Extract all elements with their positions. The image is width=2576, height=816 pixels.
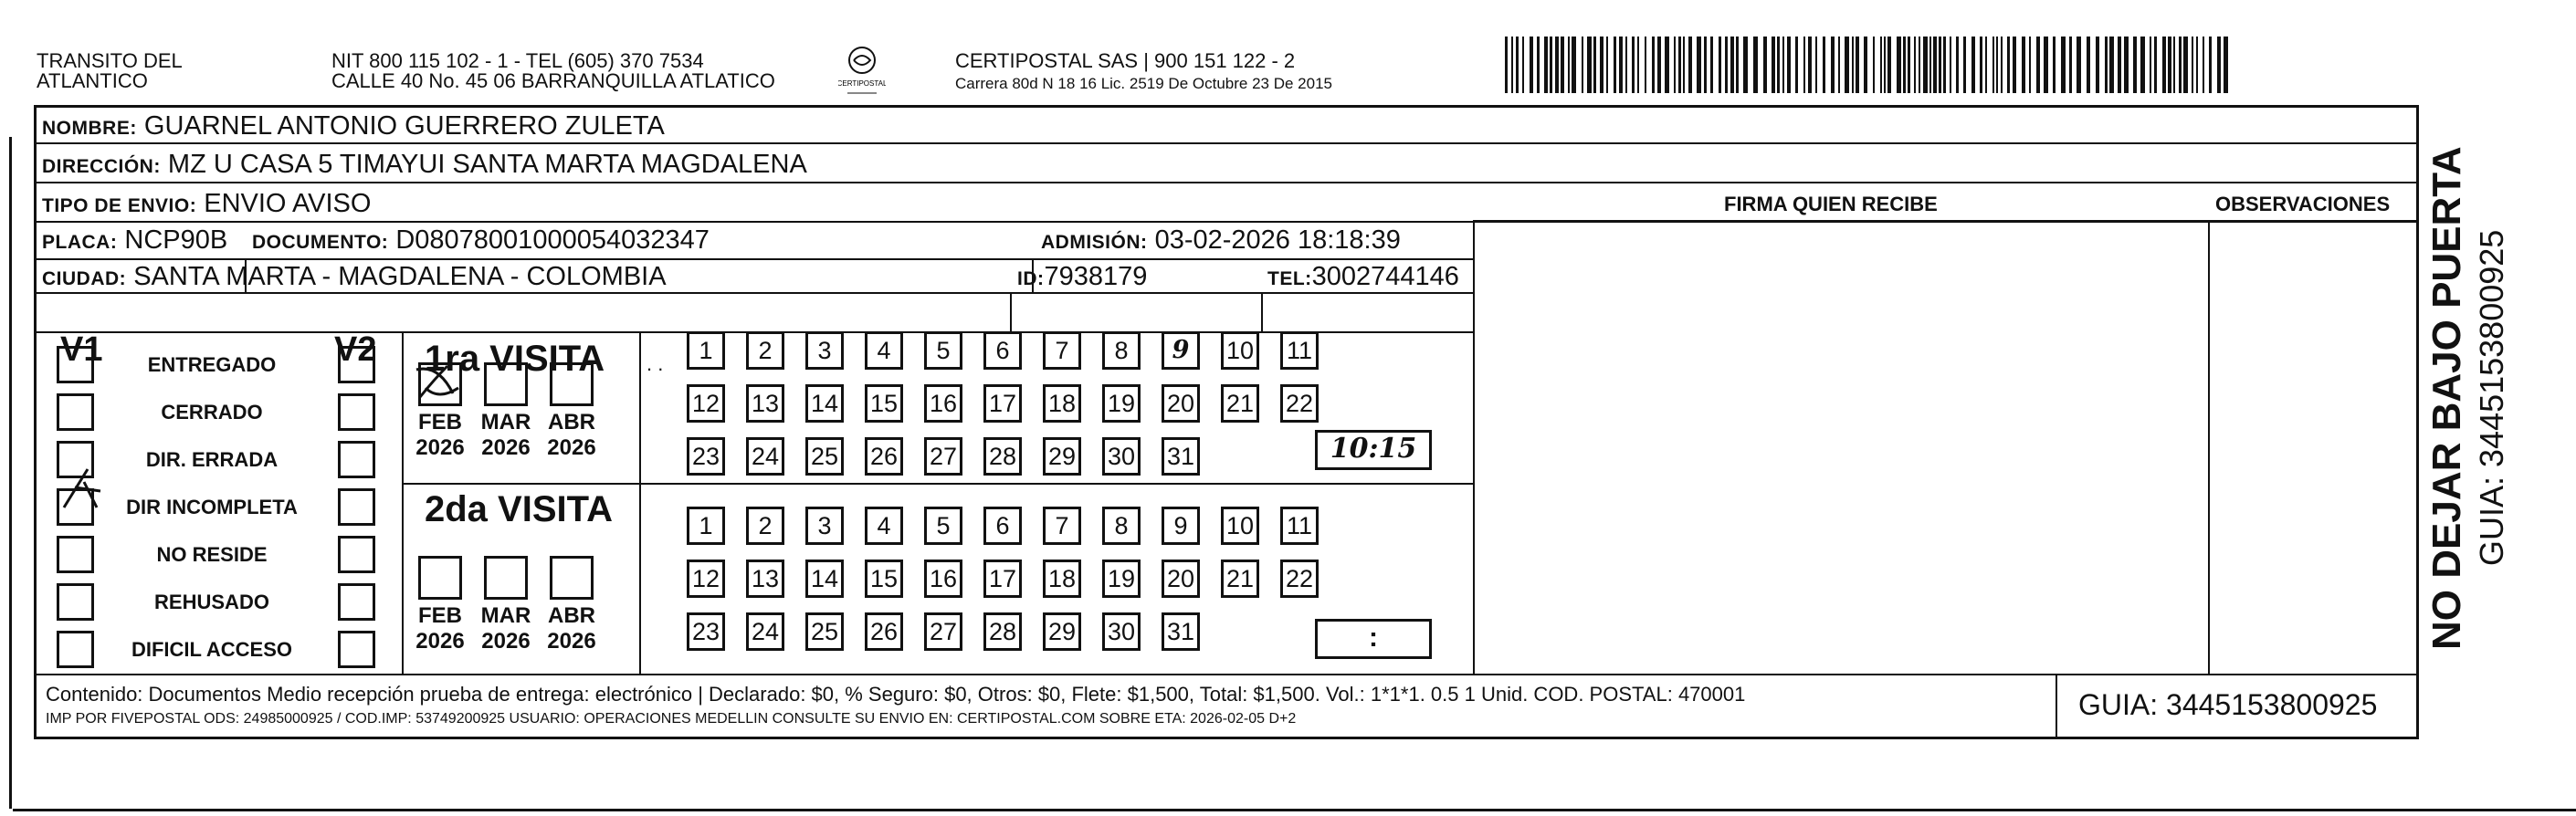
barcode — [1505, 37, 2232, 93]
barcode-bar — [1544, 37, 1548, 93]
year-label: 2026 — [415, 435, 465, 460]
barcode-bar — [1561, 37, 1564, 93]
direccion-label: DIRECCIÓN: — [42, 156, 161, 177]
day-box[interactable]: 27 — [924, 612, 962, 651]
day-box[interactable]: 15 — [865, 560, 903, 598]
v1-checkbox[interactable] — [57, 583, 94, 621]
tel-cell — [1267, 262, 1459, 294]
barcode-bar — [2096, 37, 2099, 93]
barcode-bar — [1582, 37, 1583, 93]
divider — [37, 258, 1473, 260]
day-box[interactable]: 11 — [1280, 331, 1319, 370]
barcode-bar — [1665, 37, 1669, 93]
month-label: ABR — [548, 410, 595, 434]
v1-checkbox[interactable] — [57, 536, 94, 573]
ciudad-label: CIUDAD: — [42, 268, 127, 289]
barcode-bar — [1555, 37, 1559, 93]
barcode-bar — [1992, 37, 1994, 93]
barcode-bar — [1688, 37, 1692, 93]
day-box[interactable]: 3 — [805, 507, 844, 545]
day-box[interactable]: 11 — [1280, 507, 1319, 545]
documento-label: DOCUMENTO: — [252, 232, 389, 253]
day-box[interactable]: 23 — [687, 437, 725, 476]
day-box[interactable]: 31 — [1162, 437, 1200, 476]
barcode-bar — [2069, 37, 2072, 93]
barcode-bar — [2150, 37, 2151, 93]
v2-checkbox[interactable] — [338, 583, 375, 621]
barcode-bar — [1516, 37, 1519, 93]
v2-checkbox[interactable] — [338, 631, 375, 668]
barcode-bar — [1587, 37, 1592, 93]
day-box[interactable]: 16 — [924, 384, 962, 423]
direccion-value: MZ U CASA 5 TIMAYUI SANTA MARTA MAGDALENA — [167, 150, 807, 179]
day-box[interactable]: 25 — [805, 612, 844, 651]
day-box[interactable]: 14 — [805, 560, 844, 598]
status-label: REHUSADO — [154, 591, 269, 613]
day-box[interactable]: 1 — [687, 507, 725, 545]
barcode-bar — [1704, 37, 1707, 93]
side-guia: GUIA: 3445153800925 — [2473, 229, 2510, 566]
barcode-bar — [1929, 37, 1931, 93]
barcode-bar — [1897, 37, 1901, 93]
barcode-bar — [1782, 37, 1784, 93]
day-box[interactable]: 2 — [746, 331, 784, 370]
documento-cell — [252, 225, 710, 257]
barcode-bar — [1873, 37, 1875, 93]
month-label: MAR — [480, 410, 531, 434]
barcode-bar — [2001, 37, 2003, 93]
barcode-bar — [1632, 37, 1635, 93]
day-box[interactable]: 26 — [865, 437, 903, 476]
barcode-bar — [1919, 37, 1920, 93]
barcode-bar — [1908, 37, 1910, 93]
barcode-bar — [1614, 37, 1616, 93]
barcode-bar — [1914, 37, 1916, 93]
month-label: ABR — [548, 603, 595, 628]
day-box[interactable]: 21 — [1221, 560, 1259, 598]
barcode-bar — [1852, 37, 1854, 93]
barcode-bar — [2183, 37, 2188, 93]
day-box[interactable]: 2 — [746, 507, 784, 545]
day-box[interactable]: 8 — [1102, 331, 1141, 370]
tel-value: 3002744146 — [1311, 262, 1459, 291]
day-box[interactable]: 5 — [924, 331, 962, 370]
v2-checkbox[interactable] — [338, 346, 375, 383]
barcode-bar — [1971, 37, 1975, 93]
day-box[interactable]: 10 — [1221, 331, 1259, 370]
status-label: DIFICIL ACCESO — [131, 638, 292, 661]
barcode-bar — [2154, 37, 2157, 93]
barcode-bar — [1743, 37, 1748, 93]
barcode-bar — [1777, 37, 1780, 93]
v1-checkbox[interactable] — [57, 393, 94, 431]
status-label: DIR. ERRADA — [145, 448, 279, 471]
barcode-bar — [1996, 37, 1998, 93]
barcode-bar — [1511, 37, 1513, 93]
v1-handwritten-mark — [57, 464, 108, 519]
divider — [2208, 221, 2210, 674]
barcode-bar — [1887, 37, 1891, 93]
barcode-bar — [1985, 37, 1987, 93]
id-value: 7938179 — [1044, 262, 1148, 291]
svg-text:CERTIPOSTAL: CERTIPOSTAL — [838, 79, 886, 88]
barcode-bar — [2179, 37, 2182, 93]
day-box[interactable]: 29 — [1043, 612, 1081, 651]
barcode-bar — [1530, 37, 1533, 93]
barcode-bar — [2124, 37, 2129, 93]
barcode-bar — [1795, 37, 1798, 93]
visit1-month-mark — [411, 361, 464, 416]
barcode-bar — [2077, 37, 2081, 93]
placa-cell — [42, 225, 227, 257]
scan-edge — [9, 137, 12, 809]
divider — [37, 182, 2416, 183]
tel-label: TEL: — [1267, 268, 1312, 289]
barcode-bar — [1719, 37, 1721, 93]
month-checkbox[interactable] — [550, 556, 594, 600]
day-box[interactable]: 25 — [805, 437, 844, 476]
month-label: FEB — [418, 410, 462, 434]
barcode-bar — [2029, 37, 2031, 93]
barcode-bar — [1637, 37, 1639, 93]
barcode-bar — [1730, 37, 1734, 93]
day-box[interactable]: 10 — [1221, 507, 1259, 545]
day-box[interactable]: 14 — [805, 384, 844, 423]
barcode-bar — [1838, 37, 1840, 93]
no-dejar-bajo-puerta: NO DEJAR BAJO PUERTA — [2424, 146, 2469, 650]
barcode-bar — [1657, 37, 1661, 93]
day-box[interactable]: 19 — [1102, 384, 1141, 423]
day-box[interactable]: 18 — [1043, 384, 1081, 423]
day-box[interactable]: 27 — [924, 437, 962, 476]
day-box[interactable]: 15 — [865, 384, 903, 423]
v2-checkbox[interactable] — [338, 393, 375, 431]
day-box[interactable]: 5 — [924, 507, 962, 545]
divider — [1473, 220, 2416, 222]
day-box[interactable]: 6 — [983, 331, 1022, 370]
barcode-bar — [2036, 37, 2040, 93]
month-checkbox[interactable] — [484, 362, 528, 406]
barcode-bar — [1645, 37, 1646, 93]
nombre-value: GUARNEL ANTONIO GUERRERO ZULETA — [143, 111, 665, 141]
barcode-bar — [1845, 37, 1849, 93]
ciudad-cell — [42, 262, 667, 294]
barcode-bar — [2022, 37, 2025, 93]
day-box[interactable]: 6 — [983, 507, 1022, 545]
nombre-row — [42, 111, 665, 143]
visit2-title: 2da VISITA — [425, 489, 613, 529]
day-box[interactable]: 18 — [1043, 560, 1081, 598]
barcode-bar — [1537, 37, 1540, 93]
direccion-row — [42, 150, 807, 182]
day-box-marked[interactable]: 9 — [1162, 331, 1200, 370]
barcode-bar — [1923, 37, 1928, 93]
tipo-value: ENVIO AVISO — [204, 189, 372, 218]
day-box[interactable]: 17 — [983, 560, 1022, 598]
barcode-bar — [2109, 37, 2114, 93]
observaciones-header: OBSERVACIONES — [2215, 193, 2391, 215]
barcode-bar — [1763, 37, 1767, 93]
barcode-bar — [1652, 37, 1655, 93]
barcode-bar — [1950, 37, 1951, 93]
day-box[interactable]: 13 — [746, 384, 784, 423]
tipo-label: TIPO DE ENVIO: — [42, 195, 197, 216]
day-box[interactable]: 26 — [865, 612, 903, 651]
barcode-bar — [1943, 37, 1946, 93]
day-box[interactable]: 1 — [687, 331, 725, 370]
v1-checkbox[interactable] — [57, 346, 94, 383]
day-box[interactable]: 7 — [1043, 507, 1081, 545]
day-box[interactable]: 29 — [1043, 437, 1081, 476]
certipostal-logo — [838, 44, 886, 99]
divider — [37, 674, 2416, 675]
barcode-bar — [2044, 37, 2048, 93]
admision-label: ADMISIÓN: — [1041, 232, 1148, 253]
barcode-bar — [1697, 37, 1701, 93]
barcode-bar — [2203, 37, 2204, 93]
day-box[interactable]: 8 — [1102, 507, 1141, 545]
v1-checkbox[interactable] — [57, 631, 94, 668]
v1-label: V1 — [60, 330, 103, 369]
v2-label: V2 — [334, 330, 377, 369]
day-box[interactable]: 12 — [687, 560, 725, 598]
day-box[interactable]: 22 — [1280, 384, 1319, 423]
year-label: 2026 — [481, 629, 531, 654]
divider — [1473, 221, 1475, 674]
barcode-bar — [2087, 37, 2090, 93]
status-label: DIR INCOMPLETA — [126, 496, 298, 518]
v2-checkbox[interactable] — [338, 441, 375, 478]
day-box[interactable]: 16 — [924, 560, 962, 598]
ciudad-value: SANTA MARTA - MAGDALENA - COLOMBIA — [133, 262, 667, 291]
status-label: NO RESIDE — [156, 543, 268, 566]
month-checkbox[interactable] — [418, 556, 462, 600]
barcode-bar — [1933, 37, 1937, 93]
company-line: CERTIPOSTAL SAS | 900 151 122 - 2 — [955, 49, 1296, 72]
day-box[interactable]: 28 — [983, 612, 1022, 651]
barcode-bar — [2209, 37, 2212, 93]
barcode-bar — [2007, 37, 2010, 93]
barcode-bar — [1823, 37, 1825, 93]
barcode-bar — [1956, 37, 1959, 93]
scan-edge — [13, 809, 2576, 811]
barcode-bar — [2168, 37, 2171, 93]
barcode-bar — [1803, 37, 1805, 93]
barcode-bar — [1678, 37, 1681, 93]
barcode-bar — [1710, 37, 1713, 93]
barcode-bar — [2013, 37, 2016, 93]
tipo-row — [42, 189, 371, 221]
barcode-bar — [1772, 37, 1775, 93]
barcode-bar — [1864, 37, 1867, 93]
dots: . . — [647, 352, 664, 375]
barcode-bar — [1787, 37, 1791, 93]
barcode-bar — [1522, 37, 1524, 93]
barcode-bar — [2133, 37, 2137, 93]
month-label: FEB — [418, 603, 462, 628]
day-box[interactable]: 20 — [1162, 560, 1200, 598]
barcode-bar — [1831, 37, 1835, 93]
admision-value: 03-02-2026 18:18:39 — [1154, 225, 1401, 255]
visit2-time: : — [1315, 619, 1432, 659]
barcode-bar — [2224, 37, 2228, 93]
barcode-bar — [1856, 37, 1859, 93]
day-box[interactable]: 31 — [1162, 612, 1200, 651]
id-cell — [1017, 262, 1147, 294]
day-box[interactable]: 13 — [746, 560, 784, 598]
day-box[interactable]: 30 — [1102, 612, 1141, 651]
documento-value: D08078001000054032347 — [395, 225, 710, 255]
barcode-bar — [1725, 37, 1728, 93]
barcode-bar — [1593, 37, 1596, 93]
month-checkbox[interactable] — [550, 362, 594, 406]
barcode-bar — [1884, 37, 1886, 93]
org-name-line1: TRANSITO DEL — [37, 49, 183, 72]
day-box[interactable]: 4 — [865, 331, 903, 370]
barcode-bar — [1980, 37, 1982, 93]
barcode-bar — [1572, 37, 1576, 93]
divider — [1010, 292, 1012, 331]
barcode-bar — [1674, 37, 1676, 93]
nit-line: NIT 800 115 102 - 1 - TEL (605) 370 7534 — [331, 49, 704, 72]
day-box[interactable]: 9 — [1162, 507, 1200, 545]
barcode-bar — [1808, 37, 1812, 93]
month-label: MAR — [480, 603, 531, 628]
barcode-bar — [2196, 37, 2198, 93]
divider — [1261, 292, 1263, 331]
status-label: ENTREGADO — [147, 353, 277, 376]
barcode-bar — [1903, 37, 1906, 93]
day-box[interactable]: 24 — [746, 437, 784, 476]
id-label: ID: — [1017, 268, 1045, 289]
barcode-bar — [1600, 37, 1603, 93]
barcode-bar — [1625, 37, 1627, 93]
delivery-form — [34, 105, 2419, 739]
year-label: 2026 — [547, 435, 596, 460]
barcode-bar — [1815, 37, 1817, 93]
year-label: 2026 — [415, 629, 465, 654]
footer-guia: GUIA: 3445153800925 — [2078, 688, 2378, 721]
day-box[interactable]: 17 — [983, 384, 1022, 423]
divider — [639, 331, 641, 674]
placa-value: NCP90B — [124, 225, 228, 255]
day-box[interactable]: 19 — [1102, 560, 1141, 598]
v2-checkbox[interactable] — [338, 488, 375, 526]
barcode-bar — [1963, 37, 1966, 93]
year-label: 2026 — [481, 435, 531, 460]
footer-imp: IMP POR FIVEPOSTAL ODS: 24985000925 / COD.IMP: 53749200925 USUARIO: OPERACIONES MEDELLIN CONSULTE SU ENVIO EN: CERTIPOSTAL.COM SOBRE ETA: 2026-02-05 D+2 — [46, 711, 1297, 727]
barcode-bar — [1880, 37, 1882, 93]
day-box[interactable]: 28 — [983, 437, 1022, 476]
divider — [402, 331, 404, 674]
barcode-bar — [1753, 37, 1758, 93]
day-box[interactable]: 12 — [687, 384, 725, 423]
org-name-line2: ATLANTICO — [37, 69, 148, 92]
address-line: CALLE 40 No. 45 06 BARRANQUILLA ATLATICO — [331, 69, 775, 92]
barcode-bar — [1736, 37, 1739, 93]
barcode-bar — [1619, 37, 1623, 93]
day-box[interactable]: 30 — [1102, 437, 1141, 476]
barcode-bar — [2217, 37, 2221, 93]
day-box[interactable]: 23 — [687, 612, 725, 651]
day-box[interactable]: 7 — [1043, 331, 1081, 370]
barcode-bar — [2162, 37, 2166, 93]
barcode-bar — [1550, 37, 1552, 93]
license-line: Carrera 80d N 18 16 Lic. 2519 De Octubre 23 De 2015 — [955, 75, 1332, 92]
v2-checkbox[interactable] — [338, 536, 375, 573]
firma-header: FIRMA QUIEN RECIBE — [1724, 193, 1938, 215]
placa-label: PLACA: — [42, 232, 118, 253]
visit1-title: 1ra VISITA — [425, 339, 605, 379]
barcode-bar — [2140, 37, 2145, 93]
admision-cell — [1041, 225, 1401, 257]
year-label: 2026 — [547, 629, 596, 654]
barcode-bar — [2053, 37, 2056, 93]
month-checkbox[interactable] — [484, 556, 528, 600]
day-box[interactable]: 22 — [1280, 560, 1319, 598]
nombre-label: NOMBRE: — [42, 118, 137, 139]
day-box[interactable]: 20 — [1162, 384, 1200, 423]
barcode-bar — [1683, 37, 1685, 93]
day-box[interactable]: 3 — [805, 331, 844, 370]
barcode-bar — [1568, 37, 1570, 93]
barcode-bar — [1939, 37, 1941, 93]
footer-contenido: Contenido: Documentos Medio recepción prueba de entrega: electrónico | Declarado: $0, % Seguro: $0, Otros: $0, Flete: $1,500, Total: $1,500. Vol.: 1*1*1. 0.5 1 Unid. COD. POSTAL: 470001 — [46, 683, 1746, 706]
barcode-bar — [2118, 37, 2121, 93]
barcode-bar — [2173, 37, 2175, 93]
visit1-time: 10:15 — [1315, 430, 1432, 470]
status-label: CERRADO — [161, 401, 263, 424]
divider — [402, 483, 1473, 485]
barcode-bar — [1505, 37, 1508, 93]
day-box[interactable]: 4 — [865, 507, 903, 545]
barcode-bar — [2192, 37, 2193, 93]
barcode-bar — [2061, 37, 2066, 93]
day-box[interactable]: 24 — [746, 612, 784, 651]
barcode-bar — [1606, 37, 1608, 93]
day-box[interactable]: 21 — [1221, 384, 1259, 423]
barcode-bar — [2105, 37, 2108, 93]
divider — [2056, 674, 2057, 737]
